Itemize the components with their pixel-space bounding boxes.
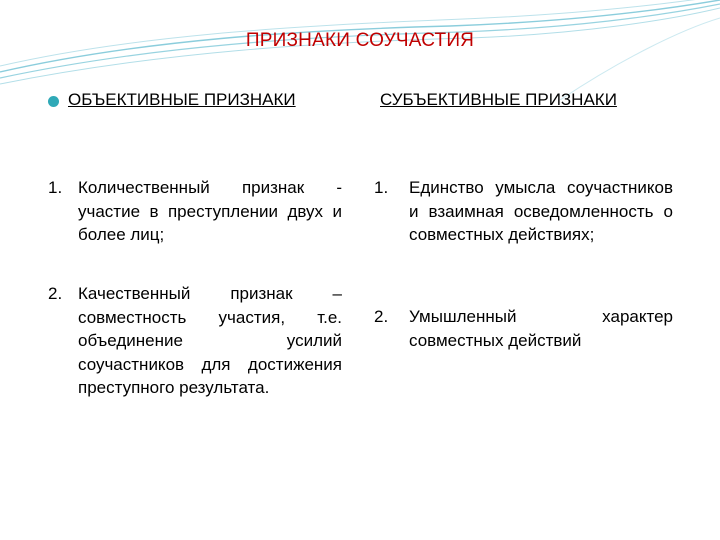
item-text: Количественный признак - участие в преступлении двух и более лиц; <box>78 178 342 244</box>
objective-item-2 <box>48 282 342 400</box>
objective-item-1 <box>48 176 342 247</box>
subjective-item-2 <box>374 305 673 352</box>
item-number: 2. <box>48 284 63 303</box>
item-number: 2. <box>374 307 389 326</box>
subjective-item-1 <box>374 176 673 247</box>
item-number: 1. <box>48 178 63 197</box>
subjective-heading: СУБЪЕКТИВНЫЕ ПРИЗНАКИ <box>380 90 617 109</box>
item-text: Качественный признак – совместность участия, т.е. объединение усилий соучастников для достижения преступного результата. <box>78 284 342 397</box>
bullet-icon <box>48 96 59 107</box>
item-text: Единство умысла соучастников и взаимная осведомленность о совместных действиях; <box>409 178 673 244</box>
item-number: 1. <box>374 178 389 197</box>
objective-heading: ОБЪЕКТИВНЫЕ ПРИЗНАКИ <box>68 90 296 109</box>
slide-title: ПРИЗНАКИ СОУЧАСТИЯ <box>245 30 475 51</box>
item-text: Умышленный характер совместных действий <box>409 307 673 350</box>
